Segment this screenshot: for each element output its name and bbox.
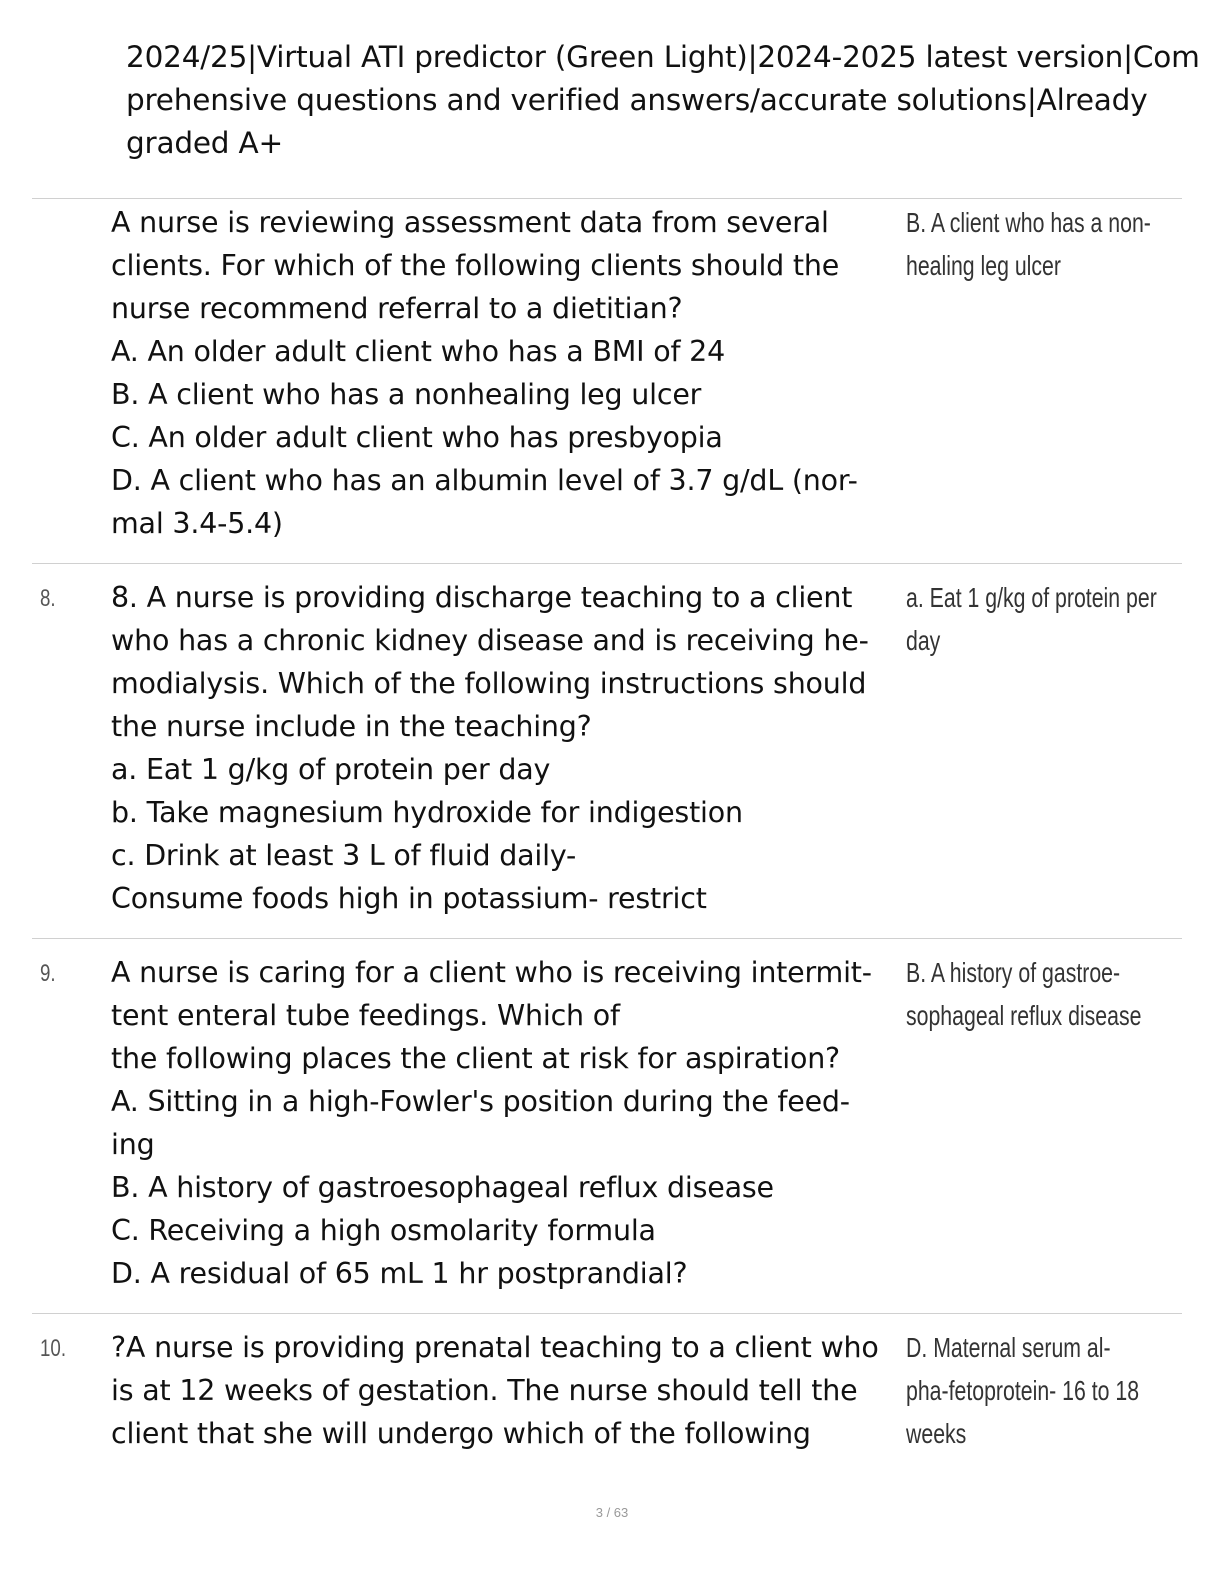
document-header xyxy=(126,36,1216,165)
question-number: 8. xyxy=(40,585,56,612)
question-line: tent enteral tube feedings. Which of xyxy=(111,999,620,1032)
divider xyxy=(32,563,1182,564)
answer-text xyxy=(906,1326,1216,1455)
question-line: A. Sitting in a high-Fowler's position during the feed- xyxy=(111,1085,850,1118)
question-line: A. An older adult client who has a BMI of 24 xyxy=(111,335,726,368)
answer-line: a. Eat 1 g/kg of protein per xyxy=(906,582,1157,613)
question-line: nurse recommend referral to a dietitian? xyxy=(111,292,683,325)
answer-line: healing leg ulcer xyxy=(906,250,1061,281)
question-line: A nurse is caring for a client who is receiving intermit- xyxy=(111,956,872,989)
question-line: C. An older adult client who has presbyopia xyxy=(111,421,723,454)
divider xyxy=(32,938,1182,939)
answer-text xyxy=(906,951,1216,1037)
answer-line: B. A history of gastroe- xyxy=(906,957,1121,988)
question-line: mal 3.4-5.4) xyxy=(111,507,283,540)
question-line: ?A nurse is providing prenatal teaching to a client who xyxy=(111,1331,879,1364)
question-text xyxy=(111,1326,911,1455)
page-number: 3 / 63 xyxy=(595,1505,629,1520)
question-line: the nurse include in the teaching? xyxy=(111,710,592,743)
question-text xyxy=(111,576,911,920)
question-line: is at 12 weeks of gestation. The nurse should tell the xyxy=(111,1374,858,1407)
answer-line: pha-fetoprotein- 16 to 18 xyxy=(906,1375,1140,1406)
question-line: modialysis. Which of the following instructions should xyxy=(111,667,867,700)
question-number: 9. xyxy=(40,960,56,987)
question-line: a. Eat 1 g/kg of protein per day xyxy=(111,753,551,786)
question-text xyxy=(111,201,911,545)
header-line: 2024/25|Virtual ATI predictor (Green Light)|2024-2025 latest version|Com xyxy=(126,40,1200,74)
question-line: B. A history of gastroesophageal reflux disease xyxy=(111,1171,774,1204)
header-line: graded A+ xyxy=(126,126,284,160)
question-line: c. Drink at least 3 L of fluid daily- xyxy=(111,839,577,872)
question-text xyxy=(111,951,911,1295)
answer-text xyxy=(906,576,1216,662)
question-line: D. A client who has an albumin level of 3.7 g/dL (nor- xyxy=(111,464,858,497)
question-number: 10. xyxy=(40,1335,67,1362)
question-line: client that she will undergo which of the following xyxy=(111,1417,811,1450)
answer-line: day xyxy=(906,625,941,656)
question-line: Consume foods high in potassium- restrict xyxy=(111,882,707,915)
question-line: D. A residual of 65 mL 1 hr postprandial? xyxy=(111,1257,688,1290)
divider xyxy=(32,198,1182,199)
question-line: A nurse is reviewing assessment data from several xyxy=(111,206,829,239)
question-line: B. A client who has a nonhealing leg ulcer xyxy=(111,378,702,411)
question-line: ing xyxy=(111,1128,155,1161)
question-line: who has a chronic kidney disease and is receiving he- xyxy=(111,624,869,657)
question-line: C. Receiving a high osmolarity formula xyxy=(111,1214,656,1247)
answer-line: sophageal reflux disease xyxy=(906,1000,1142,1031)
header-line: prehensive questions and verified answers/accurate solutions|Already xyxy=(126,83,1148,117)
answer-line: B. A client who has a non- xyxy=(906,207,1151,238)
answer-line: D. Maternal serum al- xyxy=(906,1332,1111,1363)
answer-line: weeks xyxy=(906,1418,967,1449)
question-line: b. Take magnesium hydroxide for indigestion xyxy=(111,796,743,829)
divider xyxy=(32,1313,1182,1314)
question-line: clients. For which of the following clients should the xyxy=(111,249,840,282)
question-line: 8. A nurse is providing discharge teaching to a client xyxy=(111,581,853,614)
answer-text xyxy=(906,201,1216,287)
question-line: the following places the client at risk for aspiration? xyxy=(111,1042,840,1075)
